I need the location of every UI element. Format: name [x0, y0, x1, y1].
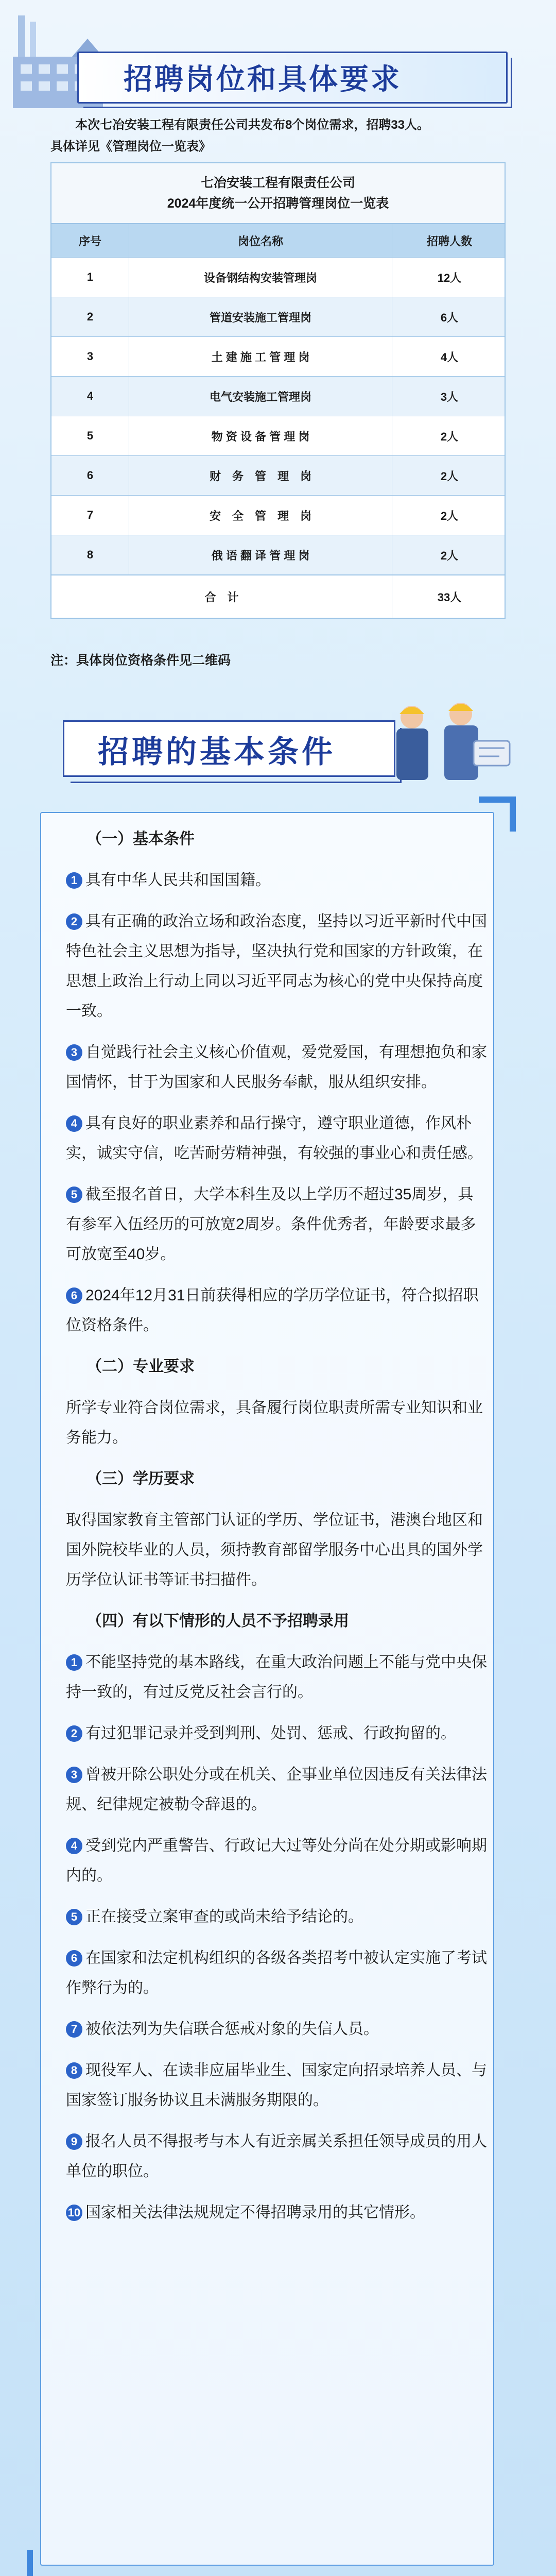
exclusion-item-text: 受到党内严重警告、行政记大过等处分尚在处分期或影响期内的。 — [66, 1837, 487, 1884]
conditions-content — [66, 824, 488, 2239]
exclusion-item-text: 正在接受立案审查的或尚未给予结论的。 — [85, 1908, 363, 1925]
row-count: 4人 — [392, 337, 507, 376]
row-no: 4 — [86, 389, 94, 402]
table-total-row — [50, 574, 506, 619]
table-row — [50, 495, 506, 535]
intro-line-2: 具体详见《管理岗位一览表》 — [50, 140, 211, 154]
row-no: 6 — [86, 469, 94, 482]
basic-item — [66, 907, 488, 1026]
basic-item-text: 具有良好的职业素养和品行操守，遵守职业道德，作风朴实，诚实守信，吃苦耐劳精神强，有较强的事业心和责任感。 — [66, 1115, 483, 1162]
row-position: 财 务 管 理 岗 — [129, 456, 392, 495]
row-count: 2人 — [392, 456, 507, 495]
exclusion-item — [66, 1831, 488, 1891]
row-no: 7 — [86, 509, 94, 521]
basic-item-text: 2024年12月31日前获得相应的学历学位证书，符合拟招职位资格条件。 — [66, 1287, 479, 1334]
exclusion-item-text: 不能坚持党的基本路线，在重大政治问题上不能与党中央保持一致的，有过反党反社会言行的。 — [66, 1654, 487, 1701]
exclusion-item — [66, 2198, 488, 2228]
row-position: 管道安装施工管理岗 — [129, 297, 392, 336]
number-badge-icon: 4 — [66, 1115, 82, 1132]
basic-item-text: 自觉践行社会主义核心价值观，爱党爱国，有理想抱负和家国情怀，甘于为国家和人民服务奉献，服从组织安排。 — [66, 1044, 487, 1091]
exclusion-item-text: 在国家和法定机构组织的各级各类招考中被认定实施了考试作弊行为的。 — [66, 1950, 487, 1996]
number-badge-icon: 3 — [66, 1767, 82, 1783]
exclusion-item — [66, 2014, 488, 2044]
exclusion-item — [66, 1760, 488, 1820]
engineers-illustration-icon — [376, 697, 515, 784]
row-position: 设备钢结构安装管理岗 — [129, 258, 392, 297]
section2-title: 招聘的基本条件 — [98, 735, 336, 769]
intro-text — [50, 114, 514, 158]
number-badge-icon: 5 — [66, 1909, 82, 1925]
header-count: 招聘人数 — [392, 224, 507, 257]
number-badge-icon: 1 — [66, 872, 82, 889]
table-title — [50, 162, 506, 224]
row-position: 电气安装施工管理岗 — [129, 377, 392, 416]
number-badge-icon: 3 — [66, 1044, 82, 1061]
basic-item-text: 具有正确的政治立场和政治态度，坚持以习近平新时代中国特色社会主义思想为指导，坚决执行党和国家的方针政策，在思想上政治上行动上同以习近平同志为核心的党中央保持高度一致。 — [66, 913, 487, 1020]
education-requirement-title: （三）学历要求 — [86, 1470, 195, 1487]
row-count: 2人 — [392, 416, 507, 455]
table-body — [50, 257, 506, 574]
row-position: 物 资 设 备 管 理 岗 — [129, 416, 392, 455]
row-position: 安 全 管 理 岗 — [129, 496, 392, 535]
number-badge-icon: 6 — [66, 1287, 82, 1304]
number-badge-icon: 8 — [66, 2062, 82, 2079]
exclusion-item-text: 现役军人、在读非应届毕业生、国家定向招录培养人员、与国家签订服务协议且未满服务期限的。 — [66, 2062, 487, 2109]
exclusion-item — [66, 1719, 488, 1749]
exclusion-item-text: 曾被开除公职处分或在机关、企事业单位因违反有关法律法规、纪律规定被勒令辞退的。 — [66, 1766, 487, 1813]
exclusion-item-text: 报名人员不得报考与本人有近亲属关系担任领导成员的用人单位的职位。 — [66, 2133, 487, 2180]
exclusion-item-text: 国家相关法律法规规定不得招聘录用的其它情形。 — [85, 2204, 425, 2221]
basic-item — [66, 1180, 488, 1269]
exclusion-item-text: 有过犯罪记录并受到判刑、处罚、惩戒、行政拘留的。 — [85, 1725, 456, 1742]
basic-conditions-title: （一）基本条件 — [86, 831, 195, 848]
number-badge-icon: 5 — [66, 1187, 82, 1203]
number-badge-icon: 2 — [66, 1725, 82, 1742]
exclusion-item-text: 被依法列为失信联合惩戒对象的失信人员。 — [85, 2021, 379, 2038]
exclusion-item — [66, 2127, 488, 2187]
row-position: 土 建 施 工 管 理 岗 — [129, 337, 392, 376]
table-row — [50, 376, 506, 416]
number-badge-icon: 2 — [66, 913, 82, 930]
exclusion-item — [66, 1943, 488, 2003]
major-requirement-title: （二）专业要求 — [86, 1358, 195, 1375]
row-no: 2 — [86, 310, 94, 323]
panel-corner-decoration — [27, 2550, 64, 2576]
exclusion-item — [66, 1648, 488, 1707]
total-count: 33人 — [392, 575, 507, 618]
number-badge-icon: 1 — [66, 1654, 82, 1671]
table-row — [50, 297, 506, 336]
number-badge-icon: 6 — [66, 1950, 82, 1967]
table-row — [50, 455, 506, 495]
number-badge-icon: 7 — [66, 2021, 82, 2038]
number-badge-icon: 9 — [66, 2133, 82, 2150]
number-badge-icon: 10 — [66, 2205, 82, 2221]
section1-title: 招聘岗位和具体要求 — [124, 63, 402, 95]
intro-line-1: 本次七冶安装工程有限责任公司共发布8个岗位需求，招聘33人。 — [75, 118, 430, 132]
row-count: 3人 — [392, 377, 507, 416]
major-requirement-text: 所学专业符合岗位需求，具备履行岗位职责所需专业知识和业务能力。 — [66, 1399, 483, 1446]
table-header-row — [50, 224, 506, 257]
row-position: 俄 语 翻 译 管 理 岗 — [129, 535, 392, 574]
row-count: 2人 — [392, 535, 507, 574]
qr-note: 注：具体岗位资格条件见二维码 — [50, 653, 231, 668]
table-row — [50, 535, 506, 574]
exclusion-title: （四）有以下情形的人员不予招聘录用 — [86, 1613, 349, 1630]
basic-item — [66, 1038, 488, 1097]
positions-table — [50, 162, 506, 619]
table-title-line-2: 2024年度统一公开招聘管理岗位一览表 — [167, 196, 389, 211]
table-title-line-1: 七冶安装工程有限责任公司 — [200, 176, 355, 190]
basic-item — [66, 1109, 488, 1168]
row-no: 8 — [86, 548, 94, 561]
row-no: 5 — [86, 429, 94, 442]
header-no: 序号 — [78, 234, 101, 248]
exclusion-item — [66, 1902, 488, 1932]
table-row — [50, 336, 506, 376]
table-row — [50, 416, 506, 455]
row-count: 2人 — [392, 496, 507, 535]
basic-item — [66, 1281, 488, 1341]
exclusion-item — [66, 2056, 488, 2115]
basic-item — [66, 866, 488, 895]
basic-item-text: 具有中华人民共和国国籍。 — [85, 872, 271, 889]
table-row — [50, 257, 506, 297]
total-label: 合 计 — [204, 590, 239, 604]
section1-header — [0, 0, 556, 124]
basic-item-text: 截至报名首日，大学本科生及以上学历不超过35周岁，具有参军入伍经历的可放宽2周岁。条件优秀者，年龄要求最多可放宽至40岁。 — [66, 1186, 476, 1263]
row-count: 12人 — [392, 258, 507, 297]
row-count: 6人 — [392, 297, 507, 336]
number-badge-icon: 4 — [66, 1838, 82, 1854]
header-position: 岗位名称 — [129, 224, 392, 257]
education-requirement-text: 取得国家教育主管部门认证的学历、学位证书，港澳台地区和国外院校毕业的人员，须持教育部留学服务中心出具的国外学历学位认证书等证书扫描件。 — [66, 1512, 483, 1588]
row-no: 1 — [86, 270, 94, 283]
row-no: 3 — [86, 350, 94, 363]
